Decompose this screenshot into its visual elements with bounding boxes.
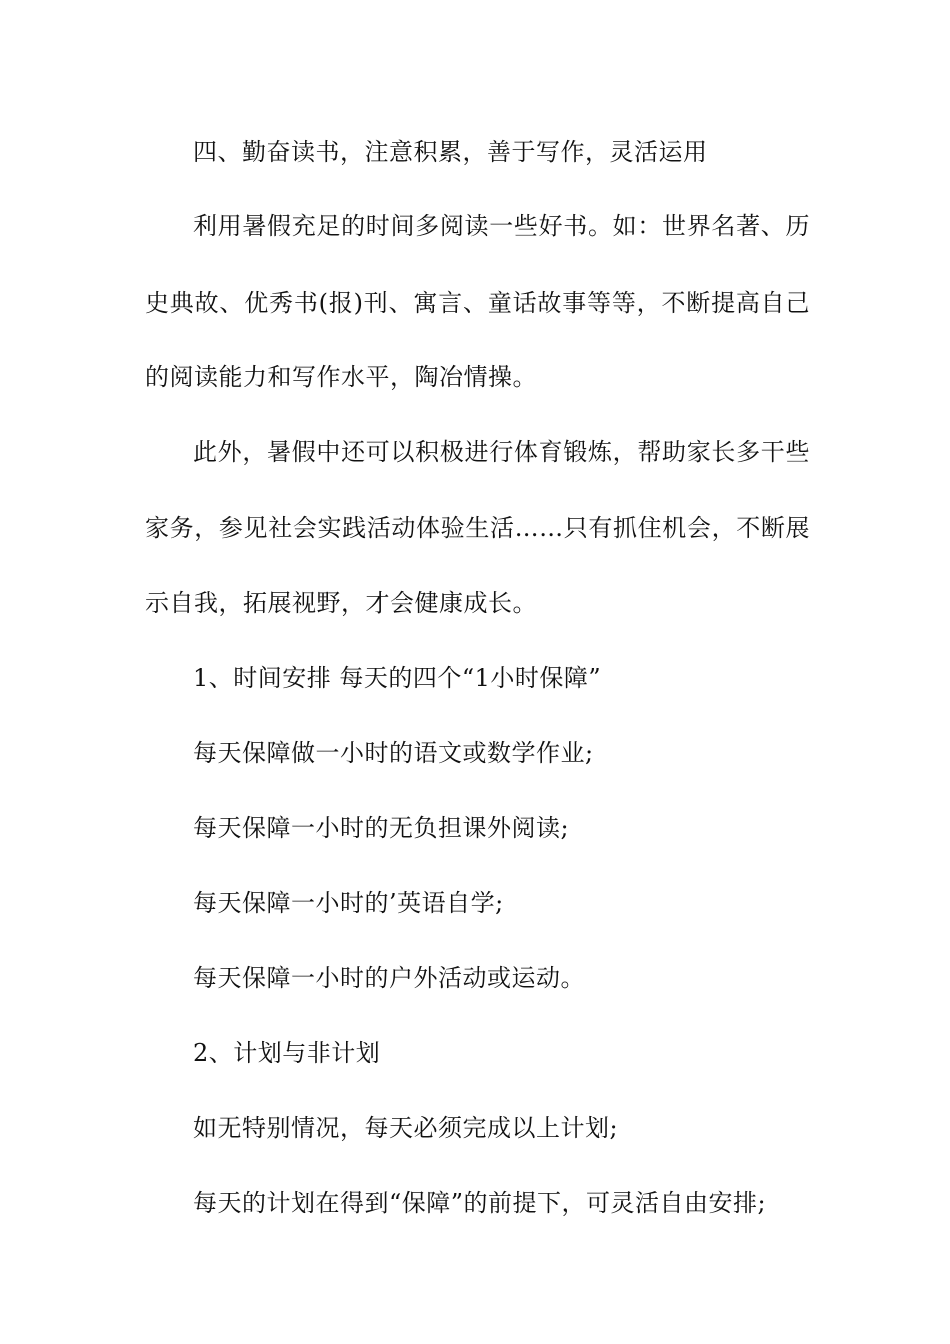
list-item-outdoor: 每天保障一小时的户外活动或运动。	[193, 964, 585, 992]
subheading-time-arrangement: 1、时间安排 每天的四个“1小时保障”	[193, 664, 602, 692]
paragraph-reading-line-2: 史典故、优秀书(报)刊、寓言、童话故事等等，不断提高自己	[145, 289, 810, 317]
section-heading-4: 四、勤奋读书，注意积累，善于写作，灵活运用	[193, 138, 708, 166]
list-item-english: 每天保障一小时的’英语自学;	[193, 889, 504, 917]
paragraph-activity-line-1: 此外，暑假中还可以积极进行体育锻炼，帮助家长多干些	[193, 438, 810, 466]
paragraph-activity-line-2: 家务，参见社会实践活动体验生活……只有抓住机会，不断展	[145, 514, 810, 542]
plan-line-1: 如无特别情况，每天必须完成以上计划;	[193, 1114, 619, 1142]
list-item-reading: 每天保障一小时的无负担课外阅读;	[193, 814, 570, 842]
paragraph-reading-line-1: 利用暑假充足的时间多阅读一些好书。如：世界名著、历	[193, 212, 810, 240]
paragraph-reading-line-3: 的阅读能力和写作水平，陶冶情操。	[145, 363, 537, 391]
paragraph-activity-line-3: 示自我，拓展视野，才会健康成长。	[145, 589, 537, 617]
subheading-plan: 2、计划与非计划	[193, 1039, 381, 1067]
list-item-homework: 每天保障做一小时的语文或数学作业;	[193, 739, 594, 767]
plan-line-2: 每天的计划在得到“保障”的前提下，可灵活自由安排;	[193, 1189, 767, 1217]
